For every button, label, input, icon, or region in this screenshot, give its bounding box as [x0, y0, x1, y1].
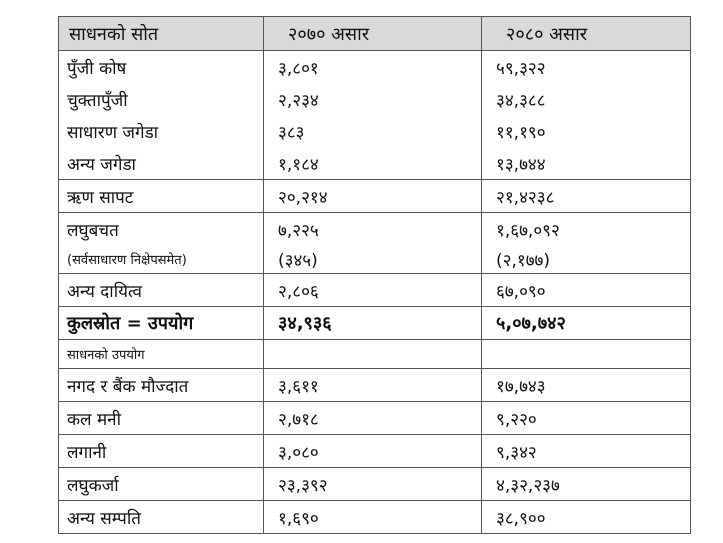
value-2070: २,७१८ — [264, 402, 482, 435]
value-2080: १३,७४४ — [482, 147, 691, 180]
value-2070: ३४,९३६ — [264, 307, 482, 340]
value-2070: ३८३ — [264, 115, 482, 147]
value-2070 — [264, 340, 482, 369]
value-2070: ३,८०१ — [264, 51, 482, 84]
value-2070: (३४५) — [264, 245, 482, 274]
table-row — [59, 51, 691, 84]
section-label: साधनको उपयोग — [59, 340, 264, 369]
value-2070: ३,६११ — [264, 369, 482, 402]
value-2080: ९,२२० — [482, 402, 691, 435]
row-label: ऋण सापट — [59, 180, 264, 213]
row-label: (सर्वसाधारण निक्षेपसमेत) — [59, 245, 264, 274]
table-row — [59, 83, 691, 115]
value-2080: (२,१७७) — [482, 245, 691, 274]
value-2070: २०,२१४ — [264, 180, 482, 213]
table-row — [59, 147, 691, 180]
table-row — [59, 501, 691, 534]
row-label: अन्य सम्पति — [59, 501, 264, 534]
row-label: चुक्तापुँजी — [59, 83, 264, 115]
row-label: अन्य जगेडा — [59, 147, 264, 180]
header-source: साधनको सोत — [59, 17, 264, 51]
source-use-table — [58, 16, 691, 534]
row-label: पुँजी कोष — [59, 51, 264, 84]
row-label: अन्य दायित्व — [59, 274, 264, 307]
value-2080: १७,७४३ — [482, 369, 691, 402]
total-row — [59, 307, 691, 340]
table-row — [59, 369, 691, 402]
table-row — [59, 468, 691, 501]
value-2070: ७,२२५ — [264, 213, 482, 246]
value-2080: १,६७,०९२ — [482, 213, 691, 246]
table-row — [59, 245, 691, 274]
row-label: नगद र बैंक मौज्दात — [59, 369, 264, 402]
value-2070: २,८०६ — [264, 274, 482, 307]
value-2080: ५९,३२२ — [482, 51, 691, 84]
table-row — [59, 435, 691, 468]
table-row — [59, 115, 691, 147]
value-2080: ११,१९० — [482, 115, 691, 147]
table-row — [59, 402, 691, 435]
value-2080: ५,०७,७४२ — [482, 307, 691, 340]
table-row — [59, 180, 691, 213]
header-row — [59, 17, 691, 51]
row-label: लघुकर्जा — [59, 468, 264, 501]
value-2080: ३८,९०० — [482, 501, 691, 534]
row-label: साधारण जगेडा — [59, 115, 264, 147]
value-2080 — [482, 340, 691, 369]
section-row — [59, 340, 691, 369]
value-2080: ६७,०९० — [482, 274, 691, 307]
value-2070: १,१८४ — [264, 147, 482, 180]
row-label: लगानी — [59, 435, 264, 468]
table-row — [59, 274, 691, 307]
table-row — [59, 213, 691, 246]
value-2080: २१,४२३८ — [482, 180, 691, 213]
value-2070: २३,३९२ — [264, 468, 482, 501]
value-2080: ३४,३८८ — [482, 83, 691, 115]
row-label: कुलस्रोत = उपयोग — [59, 307, 264, 340]
value-2080: ९,३४२ — [482, 435, 691, 468]
row-label: कल मनी — [59, 402, 264, 435]
value-2070: १,६९० — [264, 501, 482, 534]
row-label: लघुबचत — [59, 213, 264, 246]
value-2080: ४,३२,२३७ — [482, 468, 691, 501]
value-2070: २,२३४ — [264, 83, 482, 115]
header-2070: २०७० असार — [264, 17, 482, 51]
header-2080: २०८० असार — [482, 17, 691, 51]
value-2070: ३,०८० — [264, 435, 482, 468]
